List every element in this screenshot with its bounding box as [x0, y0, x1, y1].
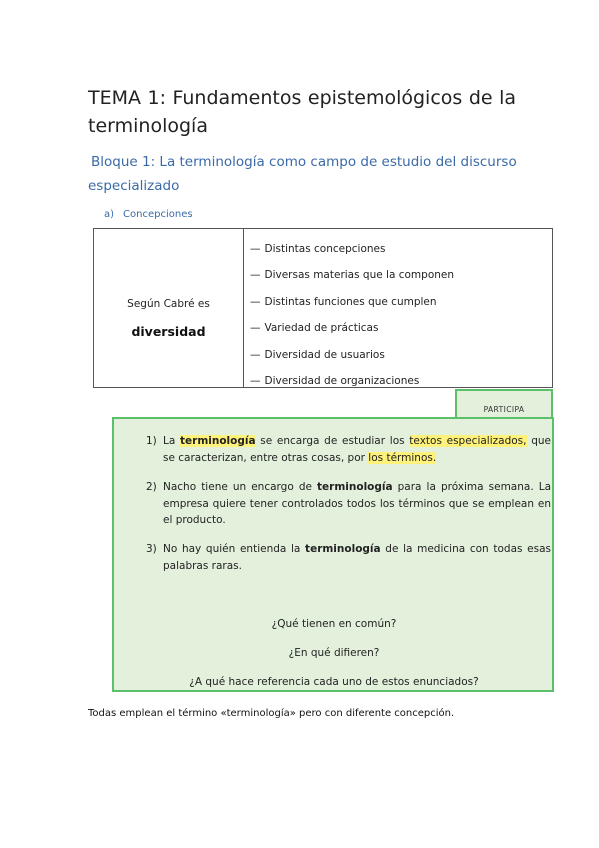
table-intro: Según Cabré es — [127, 297, 210, 310]
table-left-cell — [94, 229, 244, 387]
item-number: 3) — [146, 543, 157, 555]
list-item-text: Diversidad de organizaciones — [264, 374, 420, 387]
title-line-2: terminología — [88, 115, 208, 137]
list-item-text: Variedad de prácticas — [264, 322, 379, 335]
title-line-1: TEMA 1: Fundamentos epistemológicos de la — [88, 87, 516, 109]
list-item — [250, 347, 552, 373]
statement-item — [146, 479, 551, 529]
question-common: ¿Qué tienen en común? — [271, 618, 397, 630]
statement-text: No hay quién entienda la terminología de la medicina con todas esas palabras raras. — [163, 543, 551, 572]
dash-bullet: — — [250, 269, 261, 282]
list-item-text: Distintas concepciones — [264, 243, 386, 255]
dash-bullet: — — [250, 243, 261, 255]
list-item-text: Distintas funciones que cumplen — [264, 295, 437, 308]
statement-text: La terminología se encarga de estudiar los textos especializados, que se caracterizan, entre otras cosas, por los términos. — [163, 435, 551, 464]
statement-item — [146, 433, 551, 466]
question-differ: ¿En qué difieren? — [288, 647, 380, 659]
section-heading — [104, 209, 193, 220]
list-item — [250, 294, 552, 320]
highlight: los términos. — [368, 451, 437, 464]
list-item — [250, 241, 552, 267]
list-item-text: Diversidad de usuarios — [264, 348, 385, 361]
highlighted-term: terminología — [180, 435, 256, 447]
dash-bullet: — — [250, 295, 261, 308]
block-subtitle — [88, 150, 520, 198]
table-right-cell — [244, 229, 552, 387]
bold-term: terminología — [305, 543, 381, 555]
bold-term: terminología — [317, 481, 393, 493]
highlight: textos especializados, — [409, 435, 527, 447]
list-item-text: Diversas materias que la componen — [264, 269, 455, 282]
table-keyword: diversidad — [131, 323, 206, 339]
subtitle-line-1: Bloque 1: La terminología como campo de estudio del discurso — [91, 154, 517, 170]
activity-box — [112, 417, 554, 692]
subtitle-line-2: especializado — [88, 178, 180, 194]
statement-text: Nacho tiene un encargo de terminología para la próxima semana. La empresa quiere tener controlados todos los términos que se emplean en el producto. — [163, 481, 552, 526]
dash-bullet: — — [250, 348, 261, 361]
section-label: Concepciones — [123, 209, 193, 220]
dash-bullet: — — [250, 374, 261, 387]
concepts-table — [93, 228, 553, 388]
page-title — [88, 84, 516, 140]
conclusion-text: Todas emplean el término «terminología» pero con diferente concepción. — [88, 708, 455, 719]
dash-bullet: — — [250, 322, 261, 335]
question-reference: ¿A qué hace referencia cada uno de estos enunciados? — [189, 676, 479, 688]
item-number: 2) — [146, 481, 157, 493]
participa-tab: PARTICIPA — [455, 389, 553, 419]
list-item — [250, 320, 552, 346]
section-letter: a) — [104, 209, 115, 220]
item-number: 1) — [146, 435, 157, 447]
statement-item — [146, 541, 551, 574]
list-item — [250, 267, 552, 293]
